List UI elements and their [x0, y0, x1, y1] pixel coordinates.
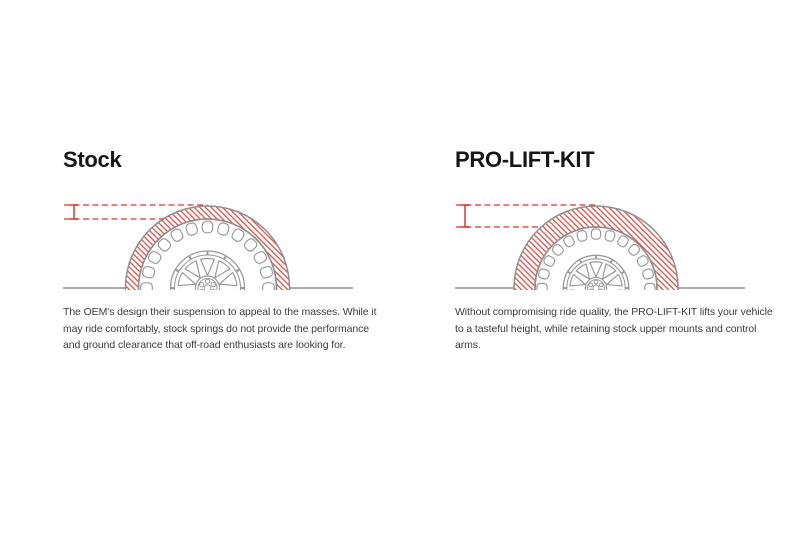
lift-kit-panel [455, 147, 773, 377]
stock-panel [63, 147, 377, 377]
description-line: The OEM's design their suspension to appeal to the masses. While it [63, 306, 377, 318]
description-line: may ride comfortably, stock springs do not provide the performance [63, 322, 370, 335]
description-line: arms. [455, 339, 481, 351]
description-line: and ground clearance that off-road enthusiasts are looking for. [63, 339, 346, 351]
lift-kit-panel-title: PRO-LIFT-KIT [455, 147, 595, 172]
lift-kit-wheel-arch-diagram [455, 196, 745, 290]
gap-dimension-marker [70, 205, 78, 219]
stock-panel-title: Stock [63, 147, 122, 172]
description-line: to a tasteful height, while retaining stock upper mounts and control [455, 322, 757, 335]
gap-dimension-marker [461, 205, 469, 227]
lift-kit-panel-description [455, 304, 773, 354]
stock-wheel-arch-diagram [63, 196, 353, 290]
description-line: Without compromising ride quality, the PRO-LIFT-KIT lifts your vehicle [455, 306, 773, 318]
stock-panel-description [63, 304, 376, 354]
